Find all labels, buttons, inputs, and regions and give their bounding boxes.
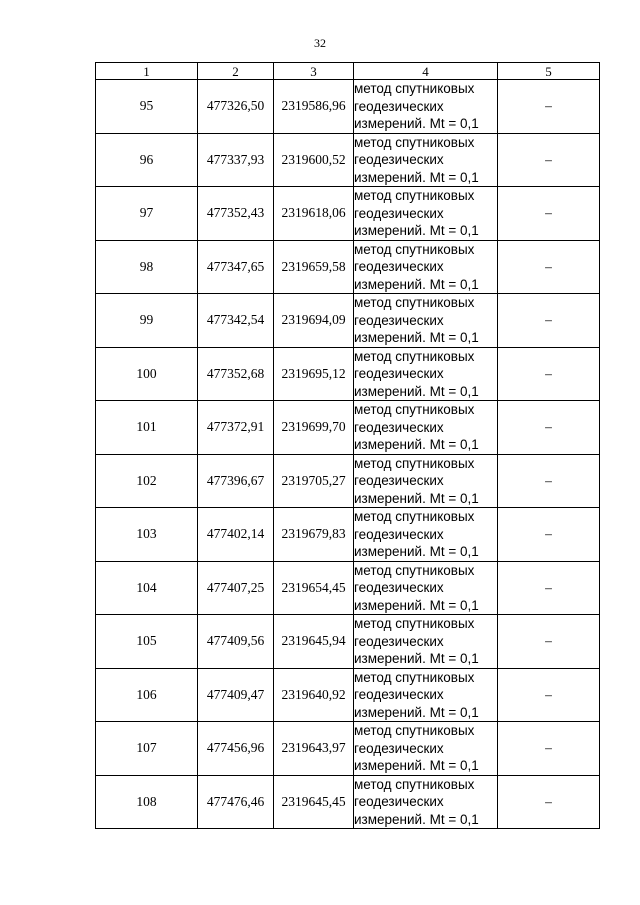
column-5-value: – xyxy=(498,240,600,294)
point-number: 104 xyxy=(96,561,198,615)
coordinate-x: 477407,25 xyxy=(198,561,274,615)
point-number: 107 xyxy=(96,722,198,776)
coordinate-x: 477476,46 xyxy=(198,775,274,829)
method-line-2: геодезических xyxy=(354,473,444,488)
coordinate-y: 2319699,70 xyxy=(274,401,354,455)
column-header-4: 4 xyxy=(354,63,498,80)
method-line-2: геодезических xyxy=(354,580,444,595)
point-number: 98 xyxy=(96,240,198,294)
point-number: 99 xyxy=(96,294,198,348)
coordinate-x: 477326,50 xyxy=(198,80,274,134)
column-5-value: – xyxy=(498,133,600,187)
point-number: 103 xyxy=(96,508,198,562)
method-line-2: геодезических xyxy=(354,205,444,221)
method-description xyxy=(354,294,498,348)
method-line-1: метод спутниковых xyxy=(354,402,475,417)
coordinate-x: 477409,56 xyxy=(198,615,274,669)
method-description xyxy=(354,508,498,562)
page-number: 32 xyxy=(314,36,326,50)
point-number: 105 xyxy=(96,615,198,669)
table-row xyxy=(96,240,600,294)
method-description xyxy=(354,668,498,722)
method-description xyxy=(354,615,498,669)
method-line-1: метод спутниковых xyxy=(354,723,475,738)
coordinate-y: 2319705,27 xyxy=(274,454,354,508)
coordinate-x: 477347,65 xyxy=(198,240,274,294)
coordinate-x: 477342,54 xyxy=(198,294,274,348)
coordinates-table xyxy=(95,62,600,829)
coordinate-y: 2319645,45 xyxy=(274,775,354,829)
method-description xyxy=(354,561,498,615)
method-line-3: измерений. Mt = 0,1 xyxy=(354,383,479,399)
coordinate-x: 477352,43 xyxy=(198,187,274,241)
method-line-1: метод спутниковых xyxy=(354,348,475,364)
coordinate-x: 477337,93 xyxy=(198,133,274,187)
point-number: 96 xyxy=(96,133,198,187)
coordinate-y: 2319640,92 xyxy=(274,668,354,722)
table-row xyxy=(96,561,600,615)
method-line-3: измерений. Mt = 0,1 xyxy=(354,276,479,292)
table-row xyxy=(96,775,600,829)
point-number: 97 xyxy=(96,187,198,241)
method-line-3: измерений. Mt = 0,1 xyxy=(354,651,479,666)
method-line-1: метод спутниковых xyxy=(354,669,475,685)
method-line-3: измерений. Mt = 0,1 xyxy=(354,116,479,131)
column-5-value: – xyxy=(498,80,600,134)
coordinate-y: 2319600,52 xyxy=(274,133,354,187)
method-line-1: метод спутниковых xyxy=(354,81,475,96)
coordinate-y: 2319586,96 xyxy=(274,80,354,134)
method-line-1: метод спутниковых xyxy=(354,188,475,203)
method-line-3: измерений. Mt = 0,1 xyxy=(354,169,479,185)
table-row xyxy=(96,187,600,241)
method-line-3: измерений. Mt = 0,1 xyxy=(354,811,479,827)
method-line-3: измерений. Mt = 0,1 xyxy=(354,597,479,613)
coordinate-y: 2319679,83 xyxy=(274,508,354,562)
method-line-3: измерений. Mt = 0,1 xyxy=(354,223,479,238)
table-row xyxy=(96,80,600,134)
coordinate-y: 2319654,45 xyxy=(274,561,354,615)
method-line-1: метод спутниковых xyxy=(354,241,475,257)
method-line-2: геодезических xyxy=(354,152,444,167)
point-number: 108 xyxy=(96,775,198,829)
coordinate-x: 477456,96 xyxy=(198,722,274,776)
method-line-3: измерений. Mt = 0,1 xyxy=(354,490,479,506)
method-line-1: метод спутниковых xyxy=(354,455,475,471)
point-number: 102 xyxy=(96,454,198,508)
table-header xyxy=(96,63,600,80)
method-line-2: геодезических xyxy=(354,740,444,756)
column-5-value: – xyxy=(498,615,600,669)
method-line-3: измерений. Mt = 0,1 xyxy=(354,704,479,720)
column-5-value: – xyxy=(498,561,600,615)
column-5-value: – xyxy=(498,454,600,508)
point-number: 101 xyxy=(96,401,198,455)
coordinate-y: 2319643,97 xyxy=(274,722,354,776)
table-row xyxy=(96,347,600,401)
table-row xyxy=(96,133,600,187)
method-description xyxy=(354,401,498,455)
method-description xyxy=(354,347,498,401)
column-5-value: – xyxy=(498,401,600,455)
column-5-value: – xyxy=(498,187,600,241)
method-line-2: геодезических xyxy=(354,687,444,702)
header-row xyxy=(96,63,600,80)
method-description xyxy=(354,133,498,187)
table-row xyxy=(96,454,600,508)
point-number: 95 xyxy=(96,80,198,134)
table-row xyxy=(96,508,600,562)
method-description xyxy=(354,187,498,241)
method-line-1: метод спутниковых xyxy=(354,134,475,150)
column-5-value: – xyxy=(498,508,600,562)
method-description xyxy=(354,240,498,294)
table-row xyxy=(96,722,600,776)
method-line-2: геодезических xyxy=(354,794,444,809)
method-description xyxy=(354,722,498,776)
coordinate-x: 477402,14 xyxy=(198,508,274,562)
coordinate-y: 2319659,58 xyxy=(274,240,354,294)
method-line-3: измерений. Mt = 0,1 xyxy=(354,758,479,773)
method-line-3: измерений. Mt = 0,1 xyxy=(354,437,479,452)
method-line-3: измерений. Mt = 0,1 xyxy=(354,330,479,345)
method-line-2: геодезических xyxy=(354,312,444,328)
table-row xyxy=(96,294,600,348)
method-description xyxy=(354,454,498,508)
column-5-value: – xyxy=(498,775,600,829)
table-row xyxy=(96,401,600,455)
method-description xyxy=(354,775,498,829)
method-line-1: метод спутниковых xyxy=(354,509,475,524)
method-line-2: геодезических xyxy=(354,98,444,114)
coordinate-x: 477409,47 xyxy=(198,668,274,722)
method-line-2: геодезических xyxy=(354,633,444,649)
coordinate-y: 2319645,94 xyxy=(274,615,354,669)
method-line-2: геодезических xyxy=(354,366,444,381)
method-description xyxy=(354,80,498,134)
table-body xyxy=(96,80,600,829)
coordinate-x: 477396,67 xyxy=(198,454,274,508)
method-line-2: геодезических xyxy=(354,419,444,435)
coordinate-y: 2319695,12 xyxy=(274,347,354,401)
column-header-2: 2 xyxy=(198,63,274,80)
table-row xyxy=(96,668,600,722)
column-header-1: 1 xyxy=(96,63,198,80)
point-number: 100 xyxy=(96,347,198,401)
column-header-3: 3 xyxy=(274,63,354,80)
column-header-5: 5 xyxy=(498,63,600,80)
method-line-1: метод спутниковых xyxy=(354,616,475,631)
coordinate-y: 2319618,06 xyxy=(274,187,354,241)
method-line-2: геодезических xyxy=(354,526,444,542)
coordinate-x: 477352,68 xyxy=(198,347,274,401)
column-5-value: – xyxy=(498,722,600,776)
method-line-3: измерений. Mt = 0,1 xyxy=(354,544,479,559)
method-line-1: метод спутниковых xyxy=(354,562,475,578)
method-line-1: метод спутниковых xyxy=(354,776,475,792)
coordinate-x: 477372,91 xyxy=(198,401,274,455)
method-line-1: метод спутниковых xyxy=(354,295,475,310)
column-5-value: – xyxy=(498,668,600,722)
point-number: 106 xyxy=(96,668,198,722)
method-line-2: геодезических xyxy=(354,259,444,274)
coordinate-y: 2319694,09 xyxy=(274,294,354,348)
column-5-value: – xyxy=(498,294,600,348)
column-5-value: – xyxy=(498,347,600,401)
table-row xyxy=(96,615,600,669)
